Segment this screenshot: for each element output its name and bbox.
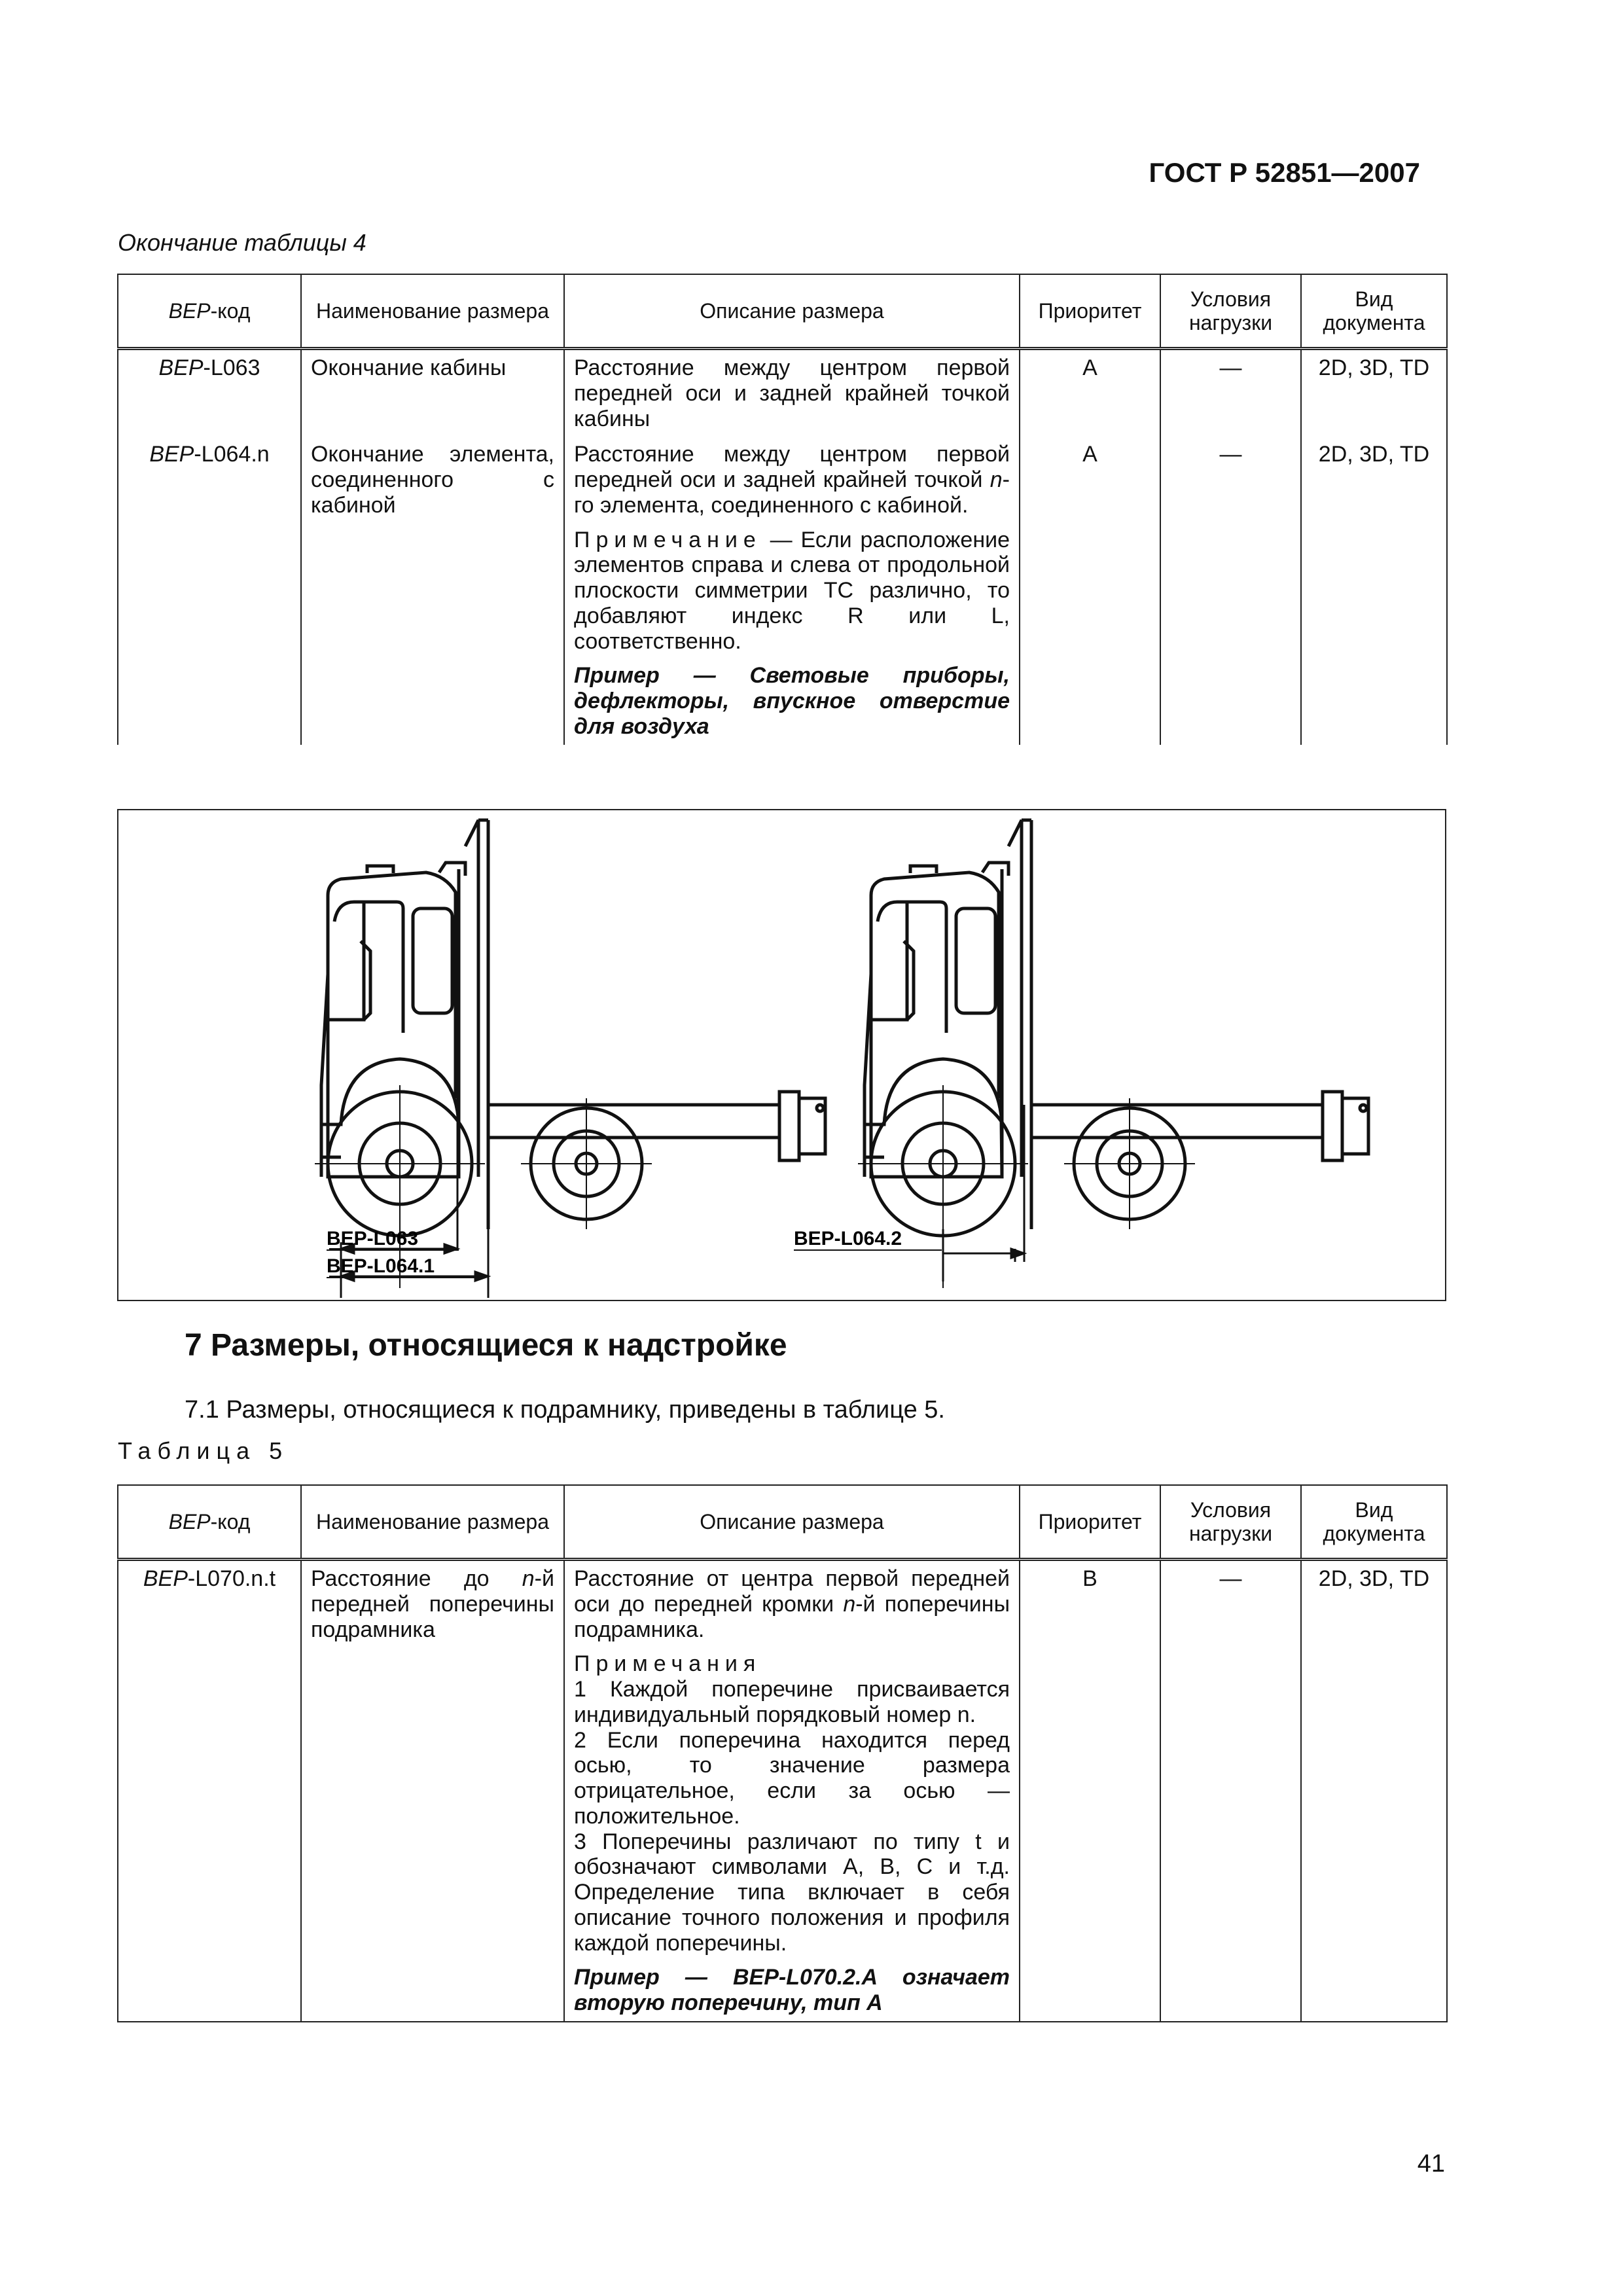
example-text: Пример — BEP-L070.2.A означает вторую поперечину, тип А (574, 1965, 1010, 2015)
col-description: Описание размера (564, 1485, 1020, 1560)
truck-drawing (118, 810, 1448, 1302)
section-7-title: 7 Размеры, относящиеся к надстройке (185, 1328, 787, 1363)
note-label: Примечание (574, 527, 762, 552)
row-description: Расстояние между центром первой передней оси и задней крайней точкой кабины (564, 349, 1020, 437)
col-code: BEP-код (118, 1485, 301, 1560)
table4-caption: Окончание таблицы 4 (118, 229, 366, 256)
section-7-1-paragraph: 7.1 Размеры, относящиеся к подрамнику, приведены в таблице 5. (185, 1396, 945, 1424)
col-code: BEP-код (118, 274, 301, 349)
label-bep-l063: BEP-L063 (327, 1228, 419, 1249)
table-5 (117, 1484, 1448, 2022)
row-doc: 2D, 3D, TD (1301, 437, 1447, 744)
row-doc: 2D, 3D, TD (1301, 1560, 1447, 2022)
table4-header-row (118, 274, 1447, 349)
row-code: BEP-L064.n (118, 437, 301, 744)
row-description: Расстояние от центра первой передней оси до передней кромки n-й поперечины подрамника. Примечания 1 Каждой поперечине присваивается индивидуальный порядковый номер n. 2 Если поперечина находится перед осью, то значение размера отрицательное, если за осью — положительное. 3 Поперечины различают по типу t и обозначают символами A, B, C и т.д. Определение типа включает в себя описание точного положения и профиля каждой поперечины. Пример — BEP-L070.2.A означает вторую поперечину, тип А (564, 1560, 1020, 2022)
col-doc: Вид документа (1301, 1485, 1447, 1560)
notes-label: Примечания (574, 1651, 762, 1677)
label-bep-l064-2: BEP-L064.2 (794, 1228, 902, 1249)
table5-header-row (118, 1485, 1447, 1560)
row-code: BEP-L070.n.t (118, 1560, 301, 2022)
example-text: Пример — Световые приборы, дефлекторы, впускное отверстие для воздуха (574, 663, 1010, 739)
row-priority: A (1020, 437, 1160, 744)
row-name: Расстояние до n-й передней поперечины подрамника (301, 1560, 564, 2022)
figure-truck-cabins (117, 809, 1446, 1301)
col-priority: Приоритет (1020, 1485, 1160, 1560)
page-number: 41 (1417, 2150, 1445, 2178)
row-name: Окончание элемента, соединенного с кабиной (301, 437, 564, 744)
col-priority: Приоритет (1020, 274, 1160, 349)
row-code: BEP-L063 (118, 349, 301, 437)
standard-header: ГОСТ Р 52851—2007 (1149, 157, 1420, 188)
row-load: — (1160, 1560, 1301, 2022)
table-4 (117, 274, 1448, 745)
note-2: 2 Если поперечина находится перед осью, то значение размера отрицательное, если за осью — положительное. (574, 1727, 1010, 1829)
note-1: 1 Каждой поперечине присваивается индивидуальный порядковый номер n. (574, 1677, 1010, 1727)
row-doc: 2D, 3D, TD (1301, 349, 1447, 437)
table-row (118, 437, 1447, 744)
table-row (118, 349, 1447, 437)
col-name: Наименование размера (301, 1485, 564, 1560)
table-row (118, 1560, 1447, 2022)
col-load: Условия нагрузки (1160, 274, 1301, 349)
row-load: — (1160, 437, 1301, 744)
col-name: Наименование размера (301, 274, 564, 349)
col-description: Описание размера (564, 274, 1020, 349)
row-priority: A (1020, 349, 1160, 437)
row-name: Окончание кабины (301, 349, 564, 437)
label-bep-l064-1: BEP-L064.1 (327, 1255, 435, 1277)
table5-label: Таблица 5 (118, 1437, 289, 1464)
row-description: Расстояние между центром первой передней оси и задней крайней точкой n-го элемента, соединенного с кабиной. Примечание — Если расположение элементов справа и слева от продольной плоскости симметрии ТС различно, то добавляют индекс R или L, соответственно. Пример — Световые приборы, дефлекторы, впускное отверстие для воздуха (564, 437, 1020, 744)
row-load: — (1160, 349, 1301, 437)
col-doc: Вид документа (1301, 274, 1447, 349)
row-priority: B (1020, 1560, 1160, 2022)
col-load: Условия нагрузки (1160, 1485, 1301, 1560)
note-3: 3 Поперечины различают по типу t и обозначают символами A, B, C и т.д. Определение типа включает в себя описание точного положения и профиля каждой поперечины. (574, 1829, 1010, 1956)
